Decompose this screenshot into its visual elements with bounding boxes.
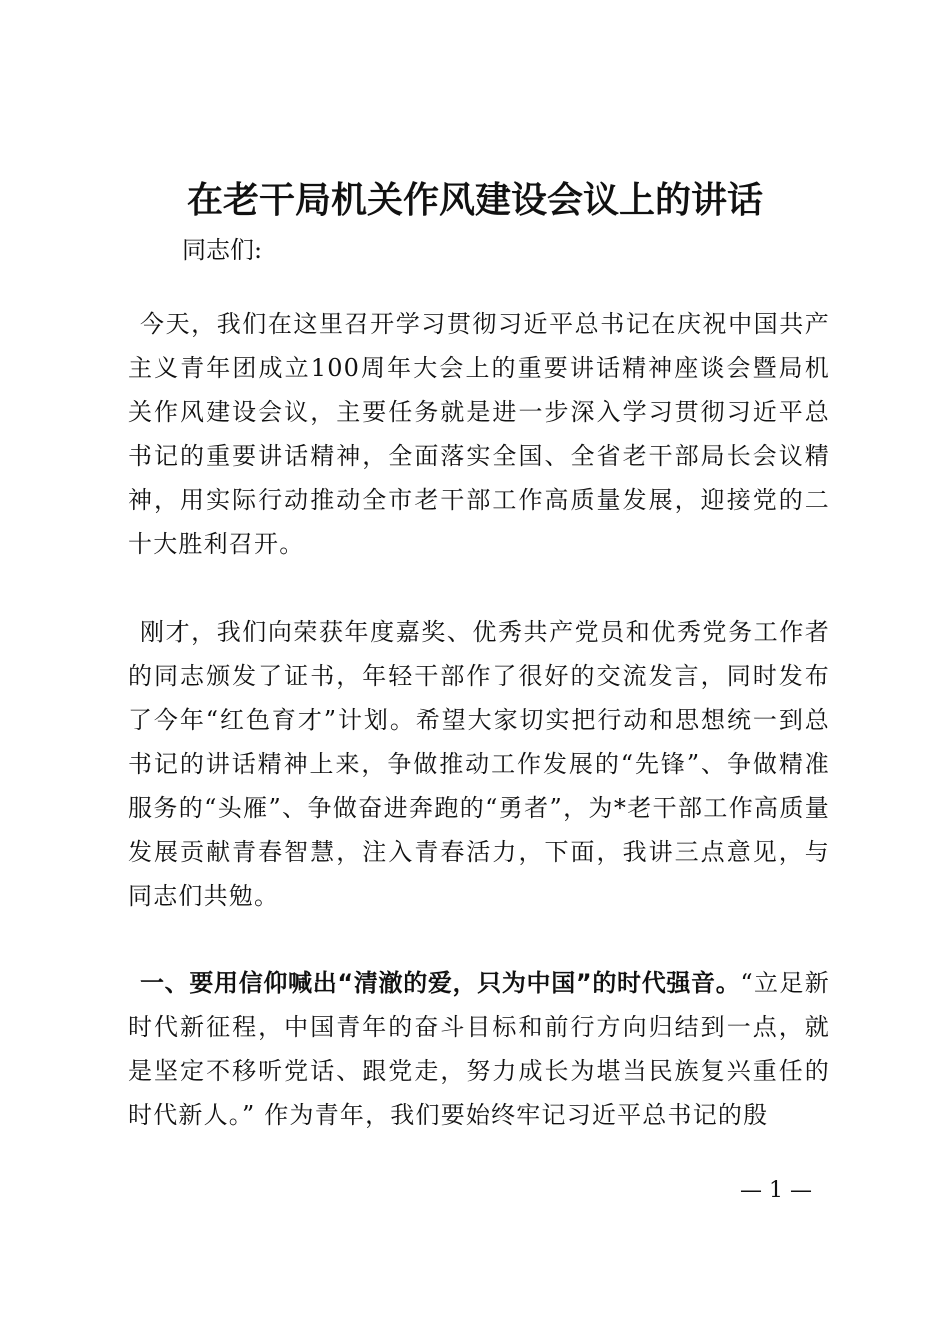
paragraph-1: 今天，我们在这里召开学习贯彻习近平总书记在庆祝中国共产主义青年团成立100周年大会上的重要讲话精神座谈会暨局机关作风建设会议，主要任务就是进一步深入学习贯彻习近平总书记的重要讲话精神，全面落实全国、全省老干部局长会议精神，用实际行动推动全市老干部工作高质量发展，迎接党的二十大胜利召开。 <box>128 310 830 558</box>
section-body: “立足新时代新征程，中国青年的奋斗目标和前行方向归结到一点，就是坚定不移听党话、跟党走，努力成长为堪当民族复兴重任的时代新人。” 作为青年，我们要始终牢记习近平总书记的殷 <box>128 969 830 1129</box>
page-number: — 1 — <box>740 1178 812 1203</box>
salutation: 同志们: <box>182 236 263 264</box>
document-title: 在老干局机关作风建设会议上的讲话 <box>186 179 763 221</box>
paragraph-2: 刚才，我们向荣获年度嘉奖、优秀共产党员和优秀党务工作者的同志颁发了证书，年轻干部作了很好的交流发言，同时发布了今年“红色育才”计划。希望大家切实把行动和思想统一到总书记的讲话精神上来，争做推动工作发展的“先锋”、争做精准服务的“头雁”、争做奋进奔跑的“勇者”，为*老干部工作高质量发展贡献青春智慧，注入青春活力，下面，我讲三点意见，与同志们共勉。 <box>128 618 830 910</box>
section-heading: 一、要用信仰喊出“清澈的爱，只为中国”的时代强音。 <box>140 969 741 997</box>
paragraph-3 <box>128 961 830 1137</box>
